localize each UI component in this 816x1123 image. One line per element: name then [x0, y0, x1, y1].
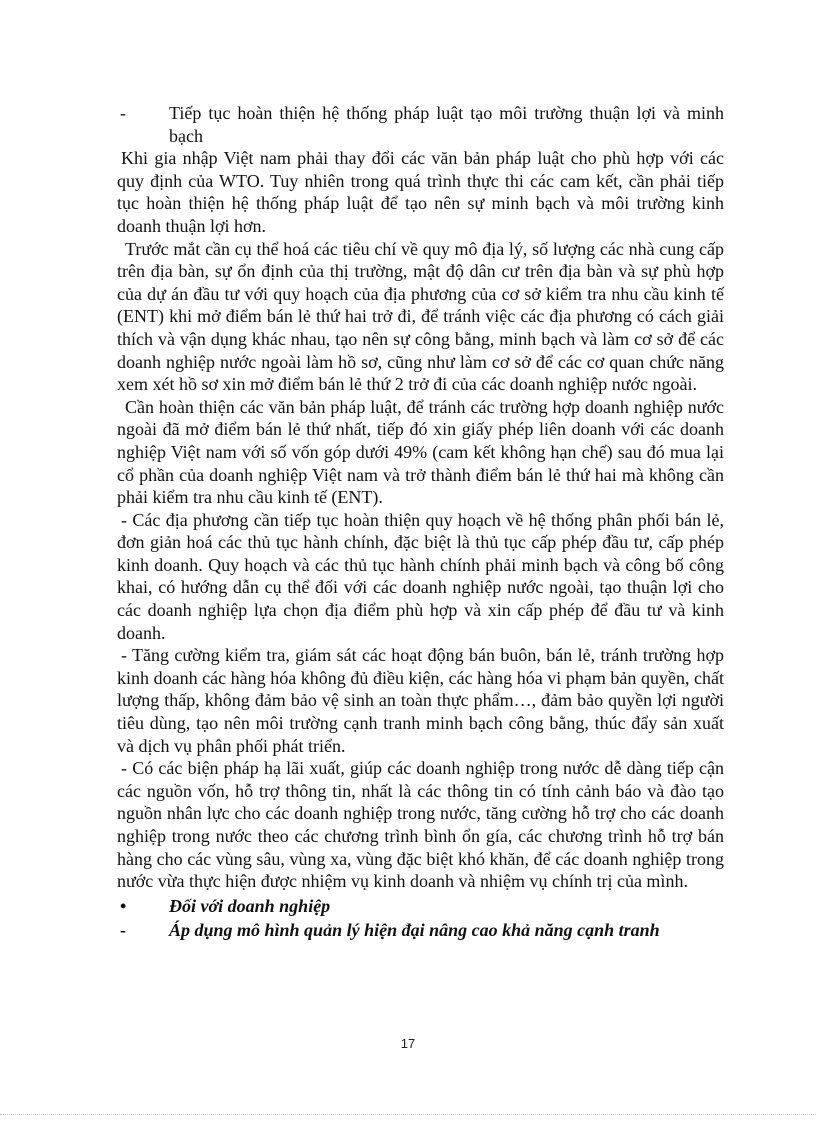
sub-heading: [117, 919, 724, 942]
section-heading-text: Tiếp tục hoàn thiện hệ thống pháp luật tạo môi trường thuận lợi và minh bạch: [169, 103, 724, 146]
footer-divider: [0, 1114, 816, 1115]
paragraph-4: - Các địa phương cần tiếp tục hoàn thiện quy hoạch về hệ thống phân phối bán lẻ, đơn giản hoá các thủ tục hành chính, đặc biệt là thủ tục cấp phép đầu tư, cấp phép kinh doanh. Quy hoạch và các thủ tục hành chính phải minh bạch và công bố công khai, có hướng dẫn cụ thể đối với các doanh nghiệp nước ngoài, tạo thuận lợi cho các doanh nghiệp lựa chọn địa điểm phù hợp và xin cấp phép để đầu tư và kinh doanh.: [117, 509, 724, 643]
paragraph-6: - Có các biện pháp hạ lãi xuất, giúp các doanh nghiệp trong nước dễ dàng tiếp cận các nguồn vốn, hỗ trợ thông tin, nhất là các thông tin có tính cảnh báo và đào tạo nguồn nhân lực cho các doanh nghiệp trong nước, tăng cường hỗ trợ cho các doanh nghiệp trong nước theo các chương trình bình ổn gía, các chương trình hỗ trợ bán hàng cho các vùng sâu, vùng xa, vùng đặc biệt khó khăn, để các doanh nghiệp trong nước vừa thực hiện được nhiệm vụ kinh doanh và nhiệm vụ chính trị của mình.: [117, 758, 724, 892]
bullet-heading: [117, 895, 724, 918]
bullet-heading-text: Đối với doanh nghiệp: [169, 895, 331, 916]
paragraph-1: Khi gia nhập Việt nam phải thay đổi các văn bản pháp luật cho phù hợp với các quy định của WTO. Tuy nhiên trong quá trình thực thi các cam kết, cần phải tiếp tục hoàn thiện hệ thống pháp luật để tạo nên sự minh bạch và môi trường kinh doanh thuận lợi hơn.: [117, 148, 724, 236]
paragraph-5: - Tăng cường kiểm tra, giám sát các hoạt động bán buôn, bán lẻ, tránh trường hợp kinh doanh các hàng hóa không đủ điều kiện, các hàng hóa vi phạm bản quyền, chất lượng thấp, không đảm bảo vệ sinh an toàn thực phẩm…, đảm bảo quyền lợi người tiêu dùng, tạo nên môi trường cạnh tranh minh bạch công bằng, thúc đẩy sản xuất và dịch vụ phân phối phát triển.: [117, 645, 724, 756]
page-number: 17: [400, 1036, 416, 1051]
sub-heading-text: Áp dụng mô hình quản lý hiện đại nâng cao khả năng cạnh tranh: [169, 920, 660, 941]
paragraph-2: Trước mắt cần cụ thể hoá các tiêu chí về quy mô địa lý, số lượng các nhà cung cấp trên địa bàn, sự ổn định của thị trường, mật độ dân cư trên địa bàn và sự phù hợp của dự án đầu tư với quy hoạch của địa phương của cơ sở kiểm tra nhu cầu kinh tế (ENT) khi mở điểm bán lẻ thứ hai trở đi, để tránh việc các địa phương có cách giải thích và vận dụng khác nhau, tạo nên sự công bằng, minh bạch và làm cơ sở để các doanh nghiệp nước ngoài làm hồ sơ, cũng như làm cơ sở để các cơ quan chức năng xem xét hồ sơ xin mở điểm bán lẻ thứ 2 trở đi của các doanh nghiệp nước ngoài.: [117, 238, 724, 395]
bullet-icon: •: [120, 895, 127, 916]
document-body: [117, 102, 724, 942]
section-heading: [117, 102, 724, 147]
dash-marker: -: [120, 920, 126, 941]
dash-marker: -: [120, 103, 126, 123]
paragraph-3: Cần hoàn thiện các văn bản pháp luật, để tránh các trường hợp doanh nghiệp nước ngoài đã mở điểm bán lẻ thứ nhất, tiếp đó xin giấy phép liên doanh với các doanh nghiệp Việt nam với số vốn góp dưới 49% (cam kết không hạn chế) sau đó mua lại cổ phần của doanh nghiệp Việt nam và trở thành điểm bán lẻ thứ hai mà không cần phải kiểm tra nhu cầu kinh tế (ENT).: [117, 396, 724, 508]
